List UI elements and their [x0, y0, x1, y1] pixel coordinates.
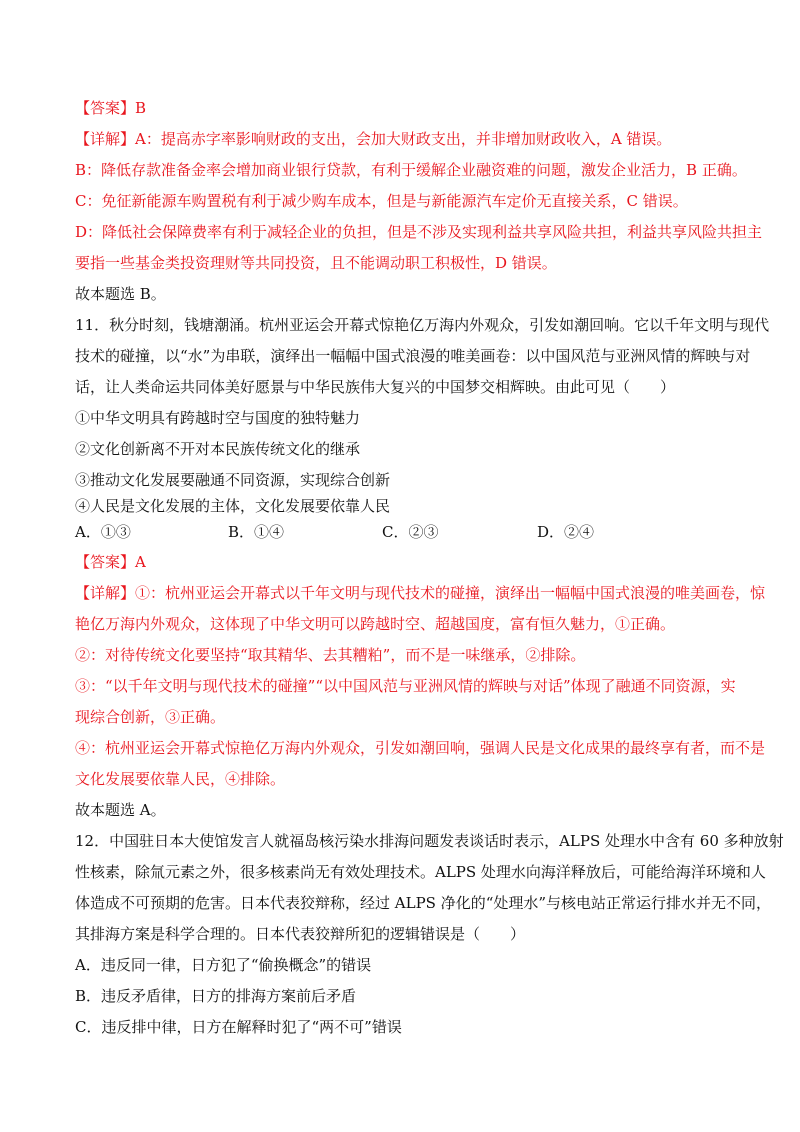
statement-item: ②文化创新离不开对本民族传统文化的继承 — [75, 440, 361, 458]
detail-line: B：降低存款准备金率会增加商业银行贷款，有利于缓解企业融资难的问题，激发企业活力，B 正确。 — [75, 161, 747, 179]
detail-line: ②：对待传统文化要坚持“取其精华、去其糟粕”，而不是一味继承，②排除。 — [75, 646, 586, 664]
option-c: C．②③ — [382, 523, 439, 541]
detail-line: 艳亿万海内外观众，这体现了中华文明可以跨越时空、超越国度，富有恒久魅力，①正确。 — [75, 615, 676, 633]
answer-label: 【答案】B — [75, 99, 147, 117]
conclusion-line: 故本题选 B。 — [75, 285, 166, 303]
detail-line: 【详解】①：杭州亚运会开幕式以千年文明与现代技术的碰撞，演绎出一幅幅中国式浪漫的唯美画卷，惊 — [75, 584, 766, 602]
option-d: D．②④ — [537, 523, 595, 541]
conclusion-line: 故本题选 A。 — [75, 801, 166, 819]
detail-line: ③：“以千年文明与现代技术的碰撞”“以中国风范与亚洲风情的辉映与对话”体现了融通不同资源，实 — [75, 677, 736, 695]
question-stem-line: 12．中国驻日本大使馆发言人就福岛核污染水排海问题发表谈话时表示，ALPS 处理水中含有 60 多种放射 — [75, 832, 784, 850]
question-stem-line: 其排海方案是科学合理的。日本代表狡辩所犯的逻辑错误是（ ） — [75, 925, 526, 943]
detail-line: 要指一些基金类投资理财等共同投资，且不能调动职工积极性，D 错误。 — [75, 254, 557, 272]
options-row — [75, 522, 725, 542]
question-stem-line: 话，让人类命运共同体美好愿景与中华民族伟大复兴的中国梦交相辉映。由此可见（ ） — [75, 378, 676, 396]
option-a: A．①③ — [75, 523, 131, 541]
statement-item: ③推动文化发展要融通不同资源，实现综合创新 — [75, 471, 391, 489]
answer-label: 【答案】A — [75, 553, 146, 571]
option-c: C．违反排中律，日方在解释时犯了“两不可”错误 — [75, 1018, 402, 1036]
question-stem-line: 性核素，除氚元素之外，很多核素尚无有效处理技术。ALPS 处理水向海洋释放后，可能给海洋环境和人 — [75, 863, 766, 881]
detail-line: 【详解】A：提高赤字率影响财政的支出，会加大财政支出，并非增加财政收入，A 错误。 — [75, 130, 672, 148]
statement-item: ①中华文明具有跨越时空与国度的独特魅力 — [75, 409, 361, 427]
statement-item: ④人民是文化发展的主体，文化发展要依靠人民 — [75, 497, 391, 515]
detail-line: 文化发展要依靠人民，④排除。 — [75, 770, 286, 788]
option-a: A．违反同一律，日方犯了“偷换概念”的错误 — [75, 956, 372, 974]
detail-line: C：免征新能源车购置税有利于减少购车成本，但是与新能源汽车定价无直接关系，C 错误。 — [75, 192, 688, 210]
option-b: B．①④ — [228, 523, 285, 541]
question-stem-line: 技术的碰撞，以“水”为串联，演绎出一幅幅中国式浪漫的唯美画卷：以中国风范与亚洲风情的辉映与对 — [75, 347, 751, 365]
detail-line: ④：杭州亚运会开幕式惊艳亿万海内外观众，引发如潮回响，强调人民是文化成果的最终享有者，而不是 — [75, 739, 766, 757]
question-stem-line: 11．秋分时刻，钱塘潮涌。杭州亚运会开幕式惊艳亿万海内外观众，引发如潮回响。它以千年文明与现代 — [75, 316, 770, 334]
detail-line: D：降低社会保障费率有利于减轻企业的负担，但是不涉及实现利益共享风险共担，利益共享风险共担主 — [75, 223, 763, 241]
option-b: B．违反矛盾律，日方的排海方案前后矛盾 — [75, 987, 357, 1005]
detail-line: 现综合创新，③正确。 — [75, 708, 226, 726]
question-stem-line: 体造成不可预期的危害。日本代表狡辩称，经过 ALPS 净化的“处理水”与核电站正常运行排水并无不同， — [75, 894, 772, 912]
